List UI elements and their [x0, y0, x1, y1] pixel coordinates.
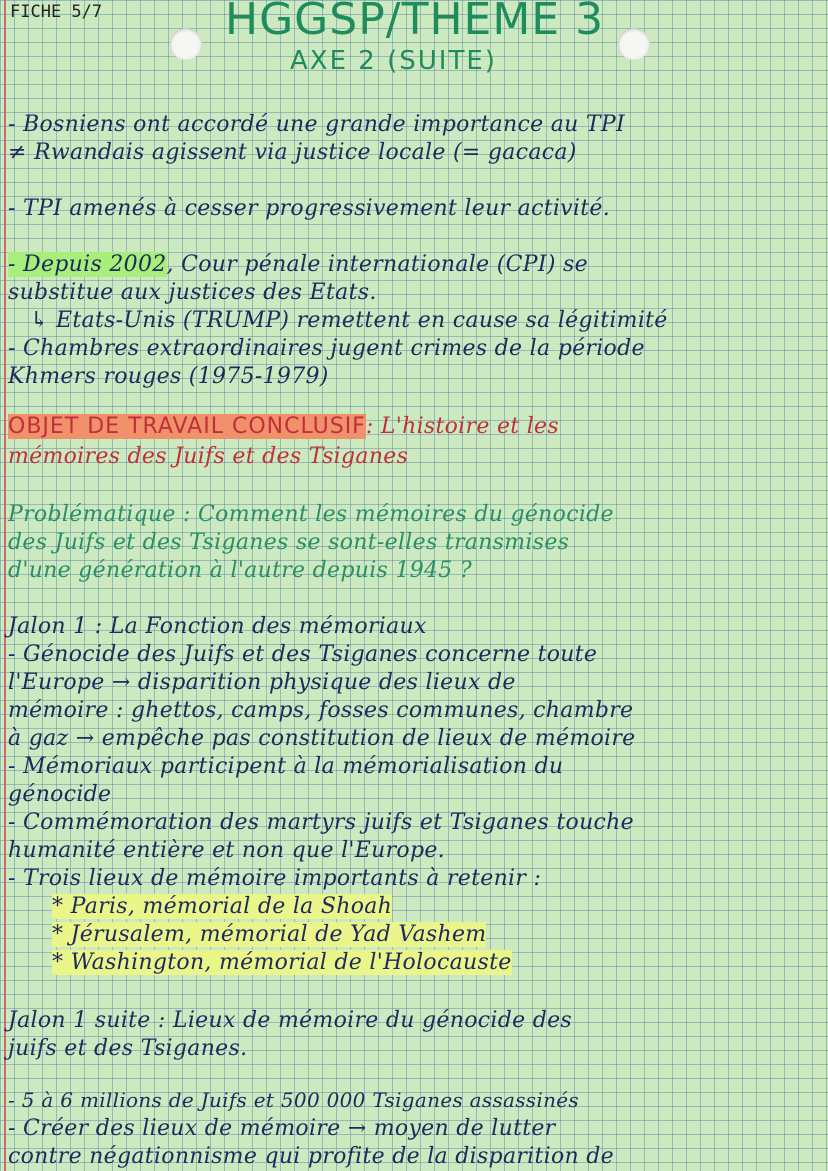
objet-label: OBJET DE TRAVAIL CONCLUSIF — [8, 414, 366, 439]
note-line: - TPI amenés à cesser progressivement leur activité. — [8, 196, 610, 221]
note-line: ≠ Rwandais agissent via justice locale (= gacaca) — [8, 140, 577, 165]
page-subtitle: AXE 2 (SUITE) — [290, 46, 497, 76]
jalon1-suite-title: Jalon 1 suite : Lieux de mémoire du génocide des — [8, 1008, 573, 1033]
note-line: à gaz → empêche pas constitution de lieux de mémoire — [8, 726, 636, 751]
highlight-date: - Depuis 2002 — [8, 252, 167, 277]
jalon1-title: Jalon 1 : La Fonction des mémoriaux — [8, 614, 427, 639]
note-line: - Chambres extraordinaires jugent crimes de la période — [8, 336, 645, 361]
page-title: HGGSP/THEME 3 — [225, 0, 605, 45]
bullet-item — [52, 922, 486, 947]
note-line: mémoire : ghettos, camps, fosses communes, chambre — [8, 698, 634, 723]
note-line: ↳ Etats-Unis (TRUMP) remettent en cause sa légitimité — [30, 308, 668, 333]
punch-hole-left — [170, 28, 202, 60]
note-text: , Cour pénale internationale (CPI) se — [166, 252, 588, 277]
note-line: juifs et des Tsiganes. — [8, 1036, 248, 1061]
note-line: l'Europe → disparition physique des lieux de — [8, 670, 516, 695]
objet-line-2: mémoires des Juifs et des Tsiganes — [8, 444, 409, 469]
margin-line — [4, 0, 6, 1171]
note-line: - Trois lieux de mémoire importants à retenir : — [8, 866, 542, 891]
note-line: - Mémoriaux participent à la mémorialisation du — [8, 754, 564, 779]
note-line: - Commémoration des martyrs juifs et Tsiganes touche — [8, 810, 634, 835]
note-line: - Génocide des Juifs et des Tsiganes concerne toute — [8, 642, 598, 667]
problematique-line: Problématique : Comment les mémoires du génocide — [8, 502, 614, 527]
objet-rest: : L'histoire et les — [365, 414, 559, 439]
note-line: génocide — [8, 782, 112, 807]
punch-hole-right — [618, 28, 650, 60]
note-line: humanité entière et non que l'Europe. — [8, 838, 445, 863]
fiche-number: FICHE 5/7 — [10, 2, 103, 22]
note-line: Khmers rouges (1975-1979) — [8, 364, 329, 389]
objet-heading — [8, 414, 559, 439]
bullet-item — [52, 950, 512, 975]
highlight-washington: * Washington, mémorial de l'Holocauste — [52, 950, 512, 975]
highlight-paris: * Paris, mémorial de la Shoah — [52, 894, 393, 919]
note-line: - Créer des lieux de mémoire → moyen de lutter — [8, 1116, 556, 1141]
problematique-line: des Juifs et des Tsiganes se sont-elles transmises — [8, 530, 570, 555]
note-line — [8, 252, 588, 277]
note-line: - 5 à 6 millions de Juifs et 500 000 Tsiganes assassinés — [8, 1088, 579, 1112]
note-line: substitue aux justices des Etats. — [8, 280, 377, 305]
highlight-jerusalem: * Jérusalem, mémorial de Yad Vashem — [52, 922, 487, 947]
problematique-line: d'une génération à l'autre depuis 1945 ? — [8, 558, 472, 583]
note-line: contre négationnisme qui profite de la disparition de — [8, 1144, 614, 1169]
bullet-item — [52, 894, 392, 919]
note-line: - Bosniens ont accordé une grande importance au TPI — [8, 112, 625, 137]
